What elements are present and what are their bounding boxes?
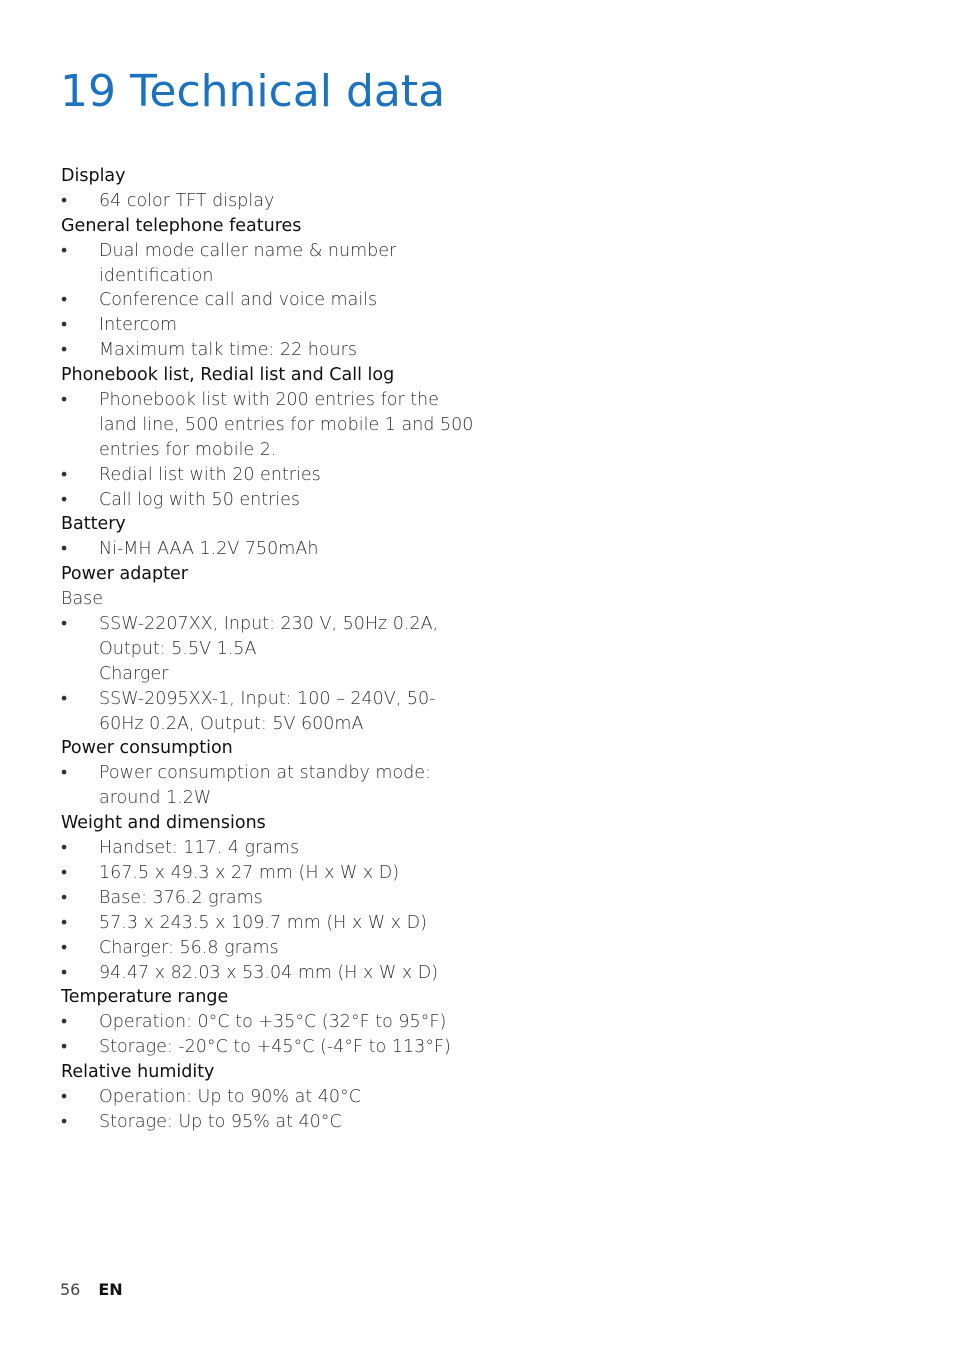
bullet-text: Redial list with 20 entries xyxy=(99,464,321,485)
bullet-text: Operation: 0°C to +35°C (32°F to 95°F) xyxy=(99,1012,447,1033)
bullet-icon: • xyxy=(61,1037,68,1058)
bullet-icon: • xyxy=(61,1111,68,1132)
bullet-item xyxy=(61,961,481,986)
bullet-text: SSW-2095XX-1, Input: 100 – 240V, 50- xyxy=(99,688,436,709)
bullet-item xyxy=(61,338,481,363)
bullet-continuation: 60Hz 0.2A, Output: 5V 600mA xyxy=(99,713,364,734)
bullet-text: Storage: -20°C to +45°C (-4°F to 113°F) xyxy=(99,1037,451,1058)
bullet-icon: • xyxy=(61,315,68,336)
bullet-text: Base: 376.2 grams xyxy=(99,887,263,908)
bullet-text: Power consumption at standby mode: xyxy=(99,763,431,784)
bullet-icon: • xyxy=(61,464,68,485)
bullet-continuation: around 1.2W xyxy=(99,788,212,809)
bullet-icon: • xyxy=(61,838,68,859)
bullet-continuation: Charger xyxy=(99,663,169,684)
bullet-text: Charger: 56.8 grams xyxy=(99,937,279,958)
bullet-item xyxy=(61,687,481,712)
section-heading: Power consumption xyxy=(61,738,233,759)
bullet-icon: • xyxy=(61,962,68,983)
section-heading: Weight and dimensions xyxy=(61,813,266,834)
bullet-text: 57.3 x 243.5 x 109.7 mm (H x W x D) xyxy=(99,912,427,933)
bullet-item xyxy=(61,189,481,214)
bullet-icon: • xyxy=(61,240,68,261)
bullet-text: Dual mode caller name & number xyxy=(99,240,397,261)
bullet-item xyxy=(61,313,481,338)
bullet-text: 167.5 x 49.3 x 27 mm (H x W x D) xyxy=(99,862,400,883)
bullet-text: SSW-2207XX, Input: 230 V, 50Hz 0.2A, xyxy=(99,614,439,635)
bullet-item xyxy=(61,612,481,637)
bullet-item xyxy=(61,463,481,488)
bullet-icon: • xyxy=(61,937,68,958)
bullet-text: Conference call and voice mails xyxy=(99,290,378,311)
bullet-icon: • xyxy=(61,614,68,635)
section-heading: Phonebook list, Redial list and Call log xyxy=(61,365,395,386)
section-heading: Power adapter xyxy=(61,564,188,585)
bullet-text: Handset: 117. 4 grams xyxy=(99,838,300,859)
bullet-item xyxy=(61,537,481,562)
bullet-icon: • xyxy=(61,290,68,311)
bullet-item xyxy=(61,886,481,911)
bullet-icon: • xyxy=(61,340,68,361)
bullet-item xyxy=(61,239,481,264)
subheading-text: Base xyxy=(61,589,104,610)
bullet-text: Intercom xyxy=(99,315,178,336)
bullet-item xyxy=(61,288,481,313)
bullet-item xyxy=(61,761,481,786)
bullet-continuation: land line, 500 entries for mobile 1 and 500 xyxy=(99,414,474,435)
bullet-item xyxy=(61,1035,481,1060)
section-heading: General telephone features xyxy=(61,215,302,236)
bullet-item xyxy=(61,488,481,513)
section-heading: Relative humidity xyxy=(61,1062,215,1083)
bullet-text: Maximum talk time: 22 hours xyxy=(99,340,357,361)
bullet-icon: • xyxy=(61,763,68,784)
section-heading: Display xyxy=(61,166,126,186)
bullet-item xyxy=(61,388,481,413)
bullet-text: 64 color TFT display xyxy=(99,190,275,211)
bullet-text: Phonebook list with 200 entries for the xyxy=(99,390,439,411)
bullet-icon: • xyxy=(61,887,68,908)
bullet-text: Storage: Up to 95% at 40°C xyxy=(99,1111,342,1132)
bullet-text: Call log with 50 entries xyxy=(99,489,301,510)
section-heading: Battery xyxy=(61,514,126,535)
bullet-item xyxy=(61,1085,481,1110)
bullet-icon: • xyxy=(61,912,68,933)
section-heading: Temperature range xyxy=(61,987,229,1008)
bullet-item xyxy=(61,1110,481,1135)
bullet-item xyxy=(61,911,481,936)
bullet-icon: • xyxy=(61,1086,68,1107)
bullet-continuation: Output: 5.5V 1.5A xyxy=(99,638,257,659)
bullet-text: 94.47 x 82.03 x 53.04 mm (H x W x D) xyxy=(99,962,439,983)
page-number: 56 xyxy=(60,1280,81,1299)
spec-list xyxy=(61,164,481,1135)
bullet-icon: • xyxy=(61,688,68,709)
bullet-icon: • xyxy=(61,489,68,510)
bullet-item xyxy=(61,861,481,886)
bullet-icon: • xyxy=(61,190,68,211)
bullet-text: Ni-MH AAA 1.2V 750mAh xyxy=(99,539,319,560)
page-footer xyxy=(60,1279,123,1301)
bullet-icon: • xyxy=(61,1012,68,1033)
bullet-item xyxy=(61,936,481,961)
bullet-item xyxy=(61,836,481,861)
bullet-icon: • xyxy=(61,539,68,560)
bullet-continuation: identification xyxy=(99,265,214,286)
bullet-icon: • xyxy=(61,862,68,883)
chapter-title: 19 Technical data xyxy=(60,66,446,117)
bullet-continuation: entries for mobile 2. xyxy=(99,439,277,460)
bullet-icon: • xyxy=(61,390,68,411)
bullet-item xyxy=(61,1010,481,1035)
bullet-text: Operation: Up to 90% at 40°C xyxy=(99,1086,362,1107)
language-code: EN xyxy=(98,1280,123,1299)
